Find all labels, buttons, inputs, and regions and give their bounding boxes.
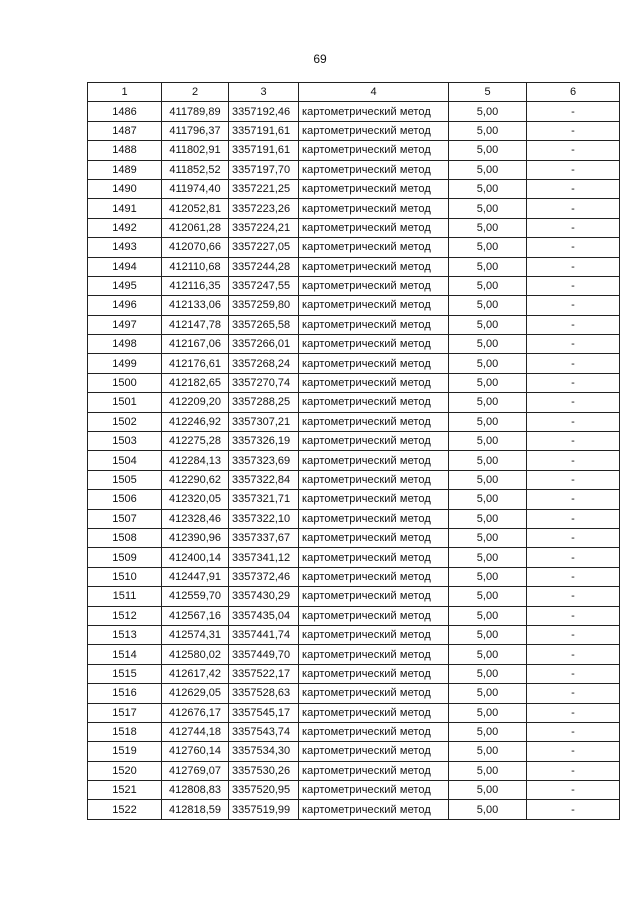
note-cell: -: [527, 296, 620, 315]
method-cell: картометрический метод: [299, 567, 449, 586]
point-number-cell: 1521: [88, 781, 162, 800]
x-coordinate-cell: 412760,14: [162, 742, 229, 761]
point-number-cell: 1510: [88, 567, 162, 586]
note-cell: -: [527, 645, 620, 664]
y-coordinate-cell: 3357307,21: [229, 412, 299, 431]
y-coordinate-cell: 3357337,67: [229, 528, 299, 547]
x-coordinate-cell: 412744,18: [162, 722, 229, 741]
y-coordinate-cell: 3357430,29: [229, 587, 299, 606]
x-coordinate-cell: 412284,13: [162, 451, 229, 470]
table-row: [88, 490, 620, 509]
accuracy-cell: 5,00: [449, 315, 527, 334]
x-coordinate-cell: 412147,78: [162, 315, 229, 334]
x-coordinate-cell: 412052,81: [162, 199, 229, 218]
table-row: [88, 121, 620, 140]
x-coordinate-cell: 411852,52: [162, 160, 229, 179]
method-cell: картометрический метод: [299, 141, 449, 160]
table-row: [88, 412, 620, 431]
y-coordinate-cell: 3357259,80: [229, 296, 299, 315]
note-cell: -: [527, 238, 620, 257]
note-cell: -: [527, 160, 620, 179]
note-cell: -: [527, 354, 620, 373]
x-coordinate-cell: 412061,28: [162, 218, 229, 237]
method-cell: картометрический метод: [299, 470, 449, 489]
x-coordinate-cell: 412246,92: [162, 412, 229, 431]
x-coordinate-cell: 412320,05: [162, 490, 229, 509]
note-cell: -: [527, 373, 620, 392]
method-cell: картометрический метод: [299, 238, 449, 257]
point-number-cell: 1492: [88, 218, 162, 237]
accuracy-cell: 5,00: [449, 160, 527, 179]
y-coordinate-cell: 3357227,05: [229, 238, 299, 257]
coordinates-table: [87, 82, 620, 820]
y-coordinate-cell: 3357270,74: [229, 373, 299, 392]
point-number-cell: 1520: [88, 761, 162, 780]
x-coordinate-cell: 412275,28: [162, 432, 229, 451]
table-row: [88, 354, 620, 373]
note-cell: -: [527, 528, 620, 547]
point-number-cell: 1497: [88, 315, 162, 334]
table-row: [88, 587, 620, 606]
note-cell: -: [527, 335, 620, 354]
x-coordinate-cell: 412676,17: [162, 703, 229, 722]
table-row: [88, 703, 620, 722]
x-coordinate-cell: 412209,20: [162, 393, 229, 412]
point-number-cell: 1513: [88, 625, 162, 644]
y-coordinate-cell: 3357321,71: [229, 490, 299, 509]
x-coordinate-cell: 412390,96: [162, 528, 229, 547]
point-number-cell: 1486: [88, 102, 162, 121]
method-cell: картометрический метод: [299, 509, 449, 528]
note-cell: -: [527, 625, 620, 644]
y-coordinate-cell: 3357191,61: [229, 121, 299, 140]
y-coordinate-cell: 3357435,04: [229, 606, 299, 625]
method-cell: картометрический метод: [299, 587, 449, 606]
accuracy-cell: 5,00: [449, 412, 527, 431]
accuracy-cell: 5,00: [449, 257, 527, 276]
accuracy-cell: 5,00: [449, 548, 527, 567]
y-coordinate-cell: 3357224,21: [229, 218, 299, 237]
point-number-cell: 1517: [88, 703, 162, 722]
page-number: 69: [313, 52, 327, 66]
method-cell: картометрический метод: [299, 335, 449, 354]
accuracy-cell: 5,00: [449, 199, 527, 218]
method-cell: картометрический метод: [299, 548, 449, 567]
table-row: [88, 567, 620, 586]
point-number-cell: 1516: [88, 684, 162, 703]
point-number-cell: 1505: [88, 470, 162, 489]
note-cell: -: [527, 684, 620, 703]
note-cell: -: [527, 179, 620, 198]
accuracy-cell: 5,00: [449, 179, 527, 198]
table-body: [88, 102, 620, 819]
point-number-cell: 1509: [88, 548, 162, 567]
method-cell: картометрический метод: [299, 393, 449, 412]
table-row: [88, 335, 620, 354]
accuracy-cell: 5,00: [449, 490, 527, 509]
note-cell: -: [527, 742, 620, 761]
point-number-cell: 1493: [88, 238, 162, 257]
method-cell: картометрический метод: [299, 761, 449, 780]
note-cell: -: [527, 141, 620, 160]
table-row: [88, 742, 620, 761]
point-number-cell: 1495: [88, 276, 162, 295]
table-row: [88, 102, 620, 121]
note-cell: -: [527, 393, 620, 412]
point-number-cell: 1506: [88, 490, 162, 509]
method-cell: картометрический метод: [299, 412, 449, 431]
accuracy-cell: 5,00: [449, 664, 527, 683]
method-cell: картометрический метод: [299, 432, 449, 451]
point-number-cell: 1522: [88, 800, 162, 819]
note-cell: -: [527, 509, 620, 528]
note-cell: -: [527, 470, 620, 489]
accuracy-cell: 5,00: [449, 528, 527, 547]
method-cell: картометрический метод: [299, 276, 449, 295]
accuracy-cell: 5,00: [449, 296, 527, 315]
accuracy-cell: 5,00: [449, 121, 527, 140]
note-cell: -: [527, 548, 620, 567]
x-coordinate-cell: 412769,07: [162, 761, 229, 780]
y-coordinate-cell: 3357322,84: [229, 470, 299, 489]
point-number-cell: 1508: [88, 528, 162, 547]
y-coordinate-cell: 3357323,69: [229, 451, 299, 470]
x-coordinate-cell: 412574,31: [162, 625, 229, 644]
note-cell: -: [527, 412, 620, 431]
accuracy-cell: 5,00: [449, 567, 527, 586]
y-coordinate-cell: 3357545,17: [229, 703, 299, 722]
table-row: [88, 451, 620, 470]
point-number-cell: 1500: [88, 373, 162, 392]
table-row: [88, 470, 620, 489]
point-number-cell: 1487: [88, 121, 162, 140]
point-number-cell: 1504: [88, 451, 162, 470]
method-cell: картометрический метод: [299, 722, 449, 741]
x-coordinate-cell: 412629,05: [162, 684, 229, 703]
point-number-cell: 1496: [88, 296, 162, 315]
x-coordinate-cell: 412070,66: [162, 238, 229, 257]
y-coordinate-cell: 3357528,63: [229, 684, 299, 703]
accuracy-cell: 5,00: [449, 606, 527, 625]
table-row: [88, 528, 620, 547]
y-coordinate-cell: 3357341,12: [229, 548, 299, 567]
table-row: [88, 160, 620, 179]
method-cell: картометрический метод: [299, 703, 449, 722]
method-cell: картометрический метод: [299, 199, 449, 218]
x-coordinate-cell: 412808,83: [162, 781, 229, 800]
x-coordinate-cell: 412617,42: [162, 664, 229, 683]
y-coordinate-cell: 3357266,01: [229, 335, 299, 354]
note-cell: -: [527, 432, 620, 451]
note-cell: -: [527, 199, 620, 218]
header-cell-2: 2: [162, 83, 229, 102]
accuracy-cell: 5,00: [449, 645, 527, 664]
table-row: [88, 509, 620, 528]
note-cell: -: [527, 567, 620, 586]
method-cell: картометрический метод: [299, 218, 449, 237]
table-row: [88, 722, 620, 741]
point-number-cell: 1507: [88, 509, 162, 528]
y-coordinate-cell: 3357247,55: [229, 276, 299, 295]
y-coordinate-cell: 3357223,26: [229, 199, 299, 218]
table-row: [88, 393, 620, 412]
table-row: [88, 684, 620, 703]
method-cell: картометрический метод: [299, 490, 449, 509]
y-coordinate-cell: 3357449,70: [229, 645, 299, 664]
accuracy-cell: 5,00: [449, 703, 527, 722]
point-number-cell: 1491: [88, 199, 162, 218]
accuracy-cell: 5,00: [449, 102, 527, 121]
note-cell: -: [527, 102, 620, 121]
note-cell: -: [527, 606, 620, 625]
note-cell: -: [527, 257, 620, 276]
method-cell: картометрический метод: [299, 451, 449, 470]
method-cell: картометрический метод: [299, 645, 449, 664]
x-coordinate-cell: 412580,02: [162, 645, 229, 664]
note-cell: -: [527, 722, 620, 741]
method-cell: картометрический метод: [299, 354, 449, 373]
x-coordinate-cell: 412567,16: [162, 606, 229, 625]
point-number-cell: 1490: [88, 179, 162, 198]
method-cell: картометрический метод: [299, 257, 449, 276]
table-row: [88, 238, 620, 257]
accuracy-cell: 5,00: [449, 451, 527, 470]
point-number-cell: 1515: [88, 664, 162, 683]
table-row: [88, 781, 620, 800]
accuracy-cell: 5,00: [449, 722, 527, 741]
accuracy-cell: 5,00: [449, 276, 527, 295]
accuracy-cell: 5,00: [449, 218, 527, 237]
point-number-cell: 1499: [88, 354, 162, 373]
y-coordinate-cell: 3357265,58: [229, 315, 299, 334]
point-number-cell: 1489: [88, 160, 162, 179]
header-cell-1: 1: [88, 83, 162, 102]
y-coordinate-cell: 3357534,30: [229, 742, 299, 761]
accuracy-cell: 5,00: [449, 509, 527, 528]
y-coordinate-cell: 3357197,70: [229, 160, 299, 179]
x-coordinate-cell: 411789,89: [162, 102, 229, 121]
point-number-cell: 1502: [88, 412, 162, 431]
y-coordinate-cell: 3357268,24: [229, 354, 299, 373]
y-coordinate-cell: 3357192,46: [229, 102, 299, 121]
accuracy-cell: 5,00: [449, 587, 527, 606]
y-coordinate-cell: 3357191,61: [229, 141, 299, 160]
y-coordinate-cell: 3357520,95: [229, 781, 299, 800]
x-coordinate-cell: 411796,37: [162, 121, 229, 140]
x-coordinate-cell: 412559,70: [162, 587, 229, 606]
table-row: [88, 276, 620, 295]
y-coordinate-cell: 3357441,74: [229, 625, 299, 644]
point-number-cell: 1498: [88, 335, 162, 354]
note-cell: -: [527, 451, 620, 470]
method-cell: картометрический метод: [299, 606, 449, 625]
header-row: [88, 83, 620, 102]
note-cell: -: [527, 781, 620, 800]
accuracy-cell: 5,00: [449, 393, 527, 412]
accuracy-cell: 5,00: [449, 625, 527, 644]
table-row: [88, 141, 620, 160]
y-coordinate-cell: 3357326,19: [229, 432, 299, 451]
header-cell-6: 6: [527, 83, 620, 102]
table-row: [88, 373, 620, 392]
method-cell: картометрический метод: [299, 179, 449, 198]
method-cell: картометрический метод: [299, 296, 449, 315]
accuracy-cell: 5,00: [449, 432, 527, 451]
x-coordinate-cell: 412167,06: [162, 335, 229, 354]
y-coordinate-cell: 3357530,26: [229, 761, 299, 780]
point-number-cell: 1514: [88, 645, 162, 664]
accuracy-cell: 5,00: [449, 238, 527, 257]
point-number-cell: 1501: [88, 393, 162, 412]
y-coordinate-cell: 3357322,10: [229, 509, 299, 528]
note-cell: -: [527, 703, 620, 722]
note-cell: -: [527, 761, 620, 780]
note-cell: -: [527, 315, 620, 334]
method-cell: картометрический метод: [299, 781, 449, 800]
table-row: [88, 218, 620, 237]
table-row: [88, 296, 620, 315]
x-coordinate-cell: 412290,62: [162, 470, 229, 489]
method-cell: картометрический метод: [299, 160, 449, 179]
table-row: [88, 548, 620, 567]
header-cell-5: 5: [449, 83, 527, 102]
accuracy-cell: 5,00: [449, 742, 527, 761]
y-coordinate-cell: 3357372,46: [229, 567, 299, 586]
x-coordinate-cell: 412116,35: [162, 276, 229, 295]
point-number-cell: 1503: [88, 432, 162, 451]
method-cell: картометрический метод: [299, 121, 449, 140]
point-number-cell: 1512: [88, 606, 162, 625]
point-number-cell: 1488: [88, 141, 162, 160]
point-number-cell: 1518: [88, 722, 162, 741]
accuracy-cell: 5,00: [449, 800, 527, 819]
table-row: [88, 606, 620, 625]
point-number-cell: 1519: [88, 742, 162, 761]
accuracy-cell: 5,00: [449, 373, 527, 392]
x-coordinate-cell: 412447,91: [162, 567, 229, 586]
y-coordinate-cell: 3357288,25: [229, 393, 299, 412]
method-cell: картометрический метод: [299, 684, 449, 703]
method-cell: картометрический метод: [299, 625, 449, 644]
table-row: [88, 761, 620, 780]
method-cell: картометрический метод: [299, 664, 449, 683]
note-cell: -: [527, 121, 620, 140]
y-coordinate-cell: 3357543,74: [229, 722, 299, 741]
x-coordinate-cell: 412176,61: [162, 354, 229, 373]
accuracy-cell: 5,00: [449, 335, 527, 354]
note-cell: -: [527, 587, 620, 606]
method-cell: картометрический метод: [299, 800, 449, 819]
accuracy-cell: 5,00: [449, 781, 527, 800]
method-cell: картометрический метод: [299, 315, 449, 334]
method-cell: картометрический метод: [299, 373, 449, 392]
table-row: [88, 199, 620, 218]
table-row: [88, 432, 620, 451]
header-cell-4: 4: [299, 83, 449, 102]
point-number-cell: 1511: [88, 587, 162, 606]
table-row: [88, 664, 620, 683]
table-row: [88, 800, 620, 819]
table-row: [88, 645, 620, 664]
accuracy-cell: 5,00: [449, 684, 527, 703]
note-cell: -: [527, 276, 620, 295]
y-coordinate-cell: 3357244,28: [229, 257, 299, 276]
accuracy-cell: 5,00: [449, 761, 527, 780]
y-coordinate-cell: 3357522,17: [229, 664, 299, 683]
table-row: [88, 179, 620, 198]
x-coordinate-cell: 412133,06: [162, 296, 229, 315]
y-coordinate-cell: 3357519,99: [229, 800, 299, 819]
table-row: [88, 625, 620, 644]
note-cell: -: [527, 800, 620, 819]
x-coordinate-cell: 412328,46: [162, 509, 229, 528]
x-coordinate-cell: 412110,68: [162, 257, 229, 276]
accuracy-cell: 5,00: [449, 141, 527, 160]
point-number-cell: 1494: [88, 257, 162, 276]
y-coordinate-cell: 3357221,25: [229, 179, 299, 198]
method-cell: картометрический метод: [299, 742, 449, 761]
accuracy-cell: 5,00: [449, 470, 527, 489]
x-coordinate-cell: 411802,91: [162, 141, 229, 160]
note-cell: -: [527, 218, 620, 237]
x-coordinate-cell: 412182,65: [162, 373, 229, 392]
note-cell: -: [527, 490, 620, 509]
x-coordinate-cell: 412818,59: [162, 800, 229, 819]
table-row: [88, 257, 620, 276]
header-cell-3: 3: [229, 83, 299, 102]
table-row: [88, 315, 620, 334]
x-coordinate-cell: 412400,14: [162, 548, 229, 567]
method-cell: картометрический метод: [299, 528, 449, 547]
accuracy-cell: 5,00: [449, 354, 527, 373]
x-coordinate-cell: 411974,40: [162, 179, 229, 198]
note-cell: -: [527, 664, 620, 683]
method-cell: картометрический метод: [299, 102, 449, 121]
